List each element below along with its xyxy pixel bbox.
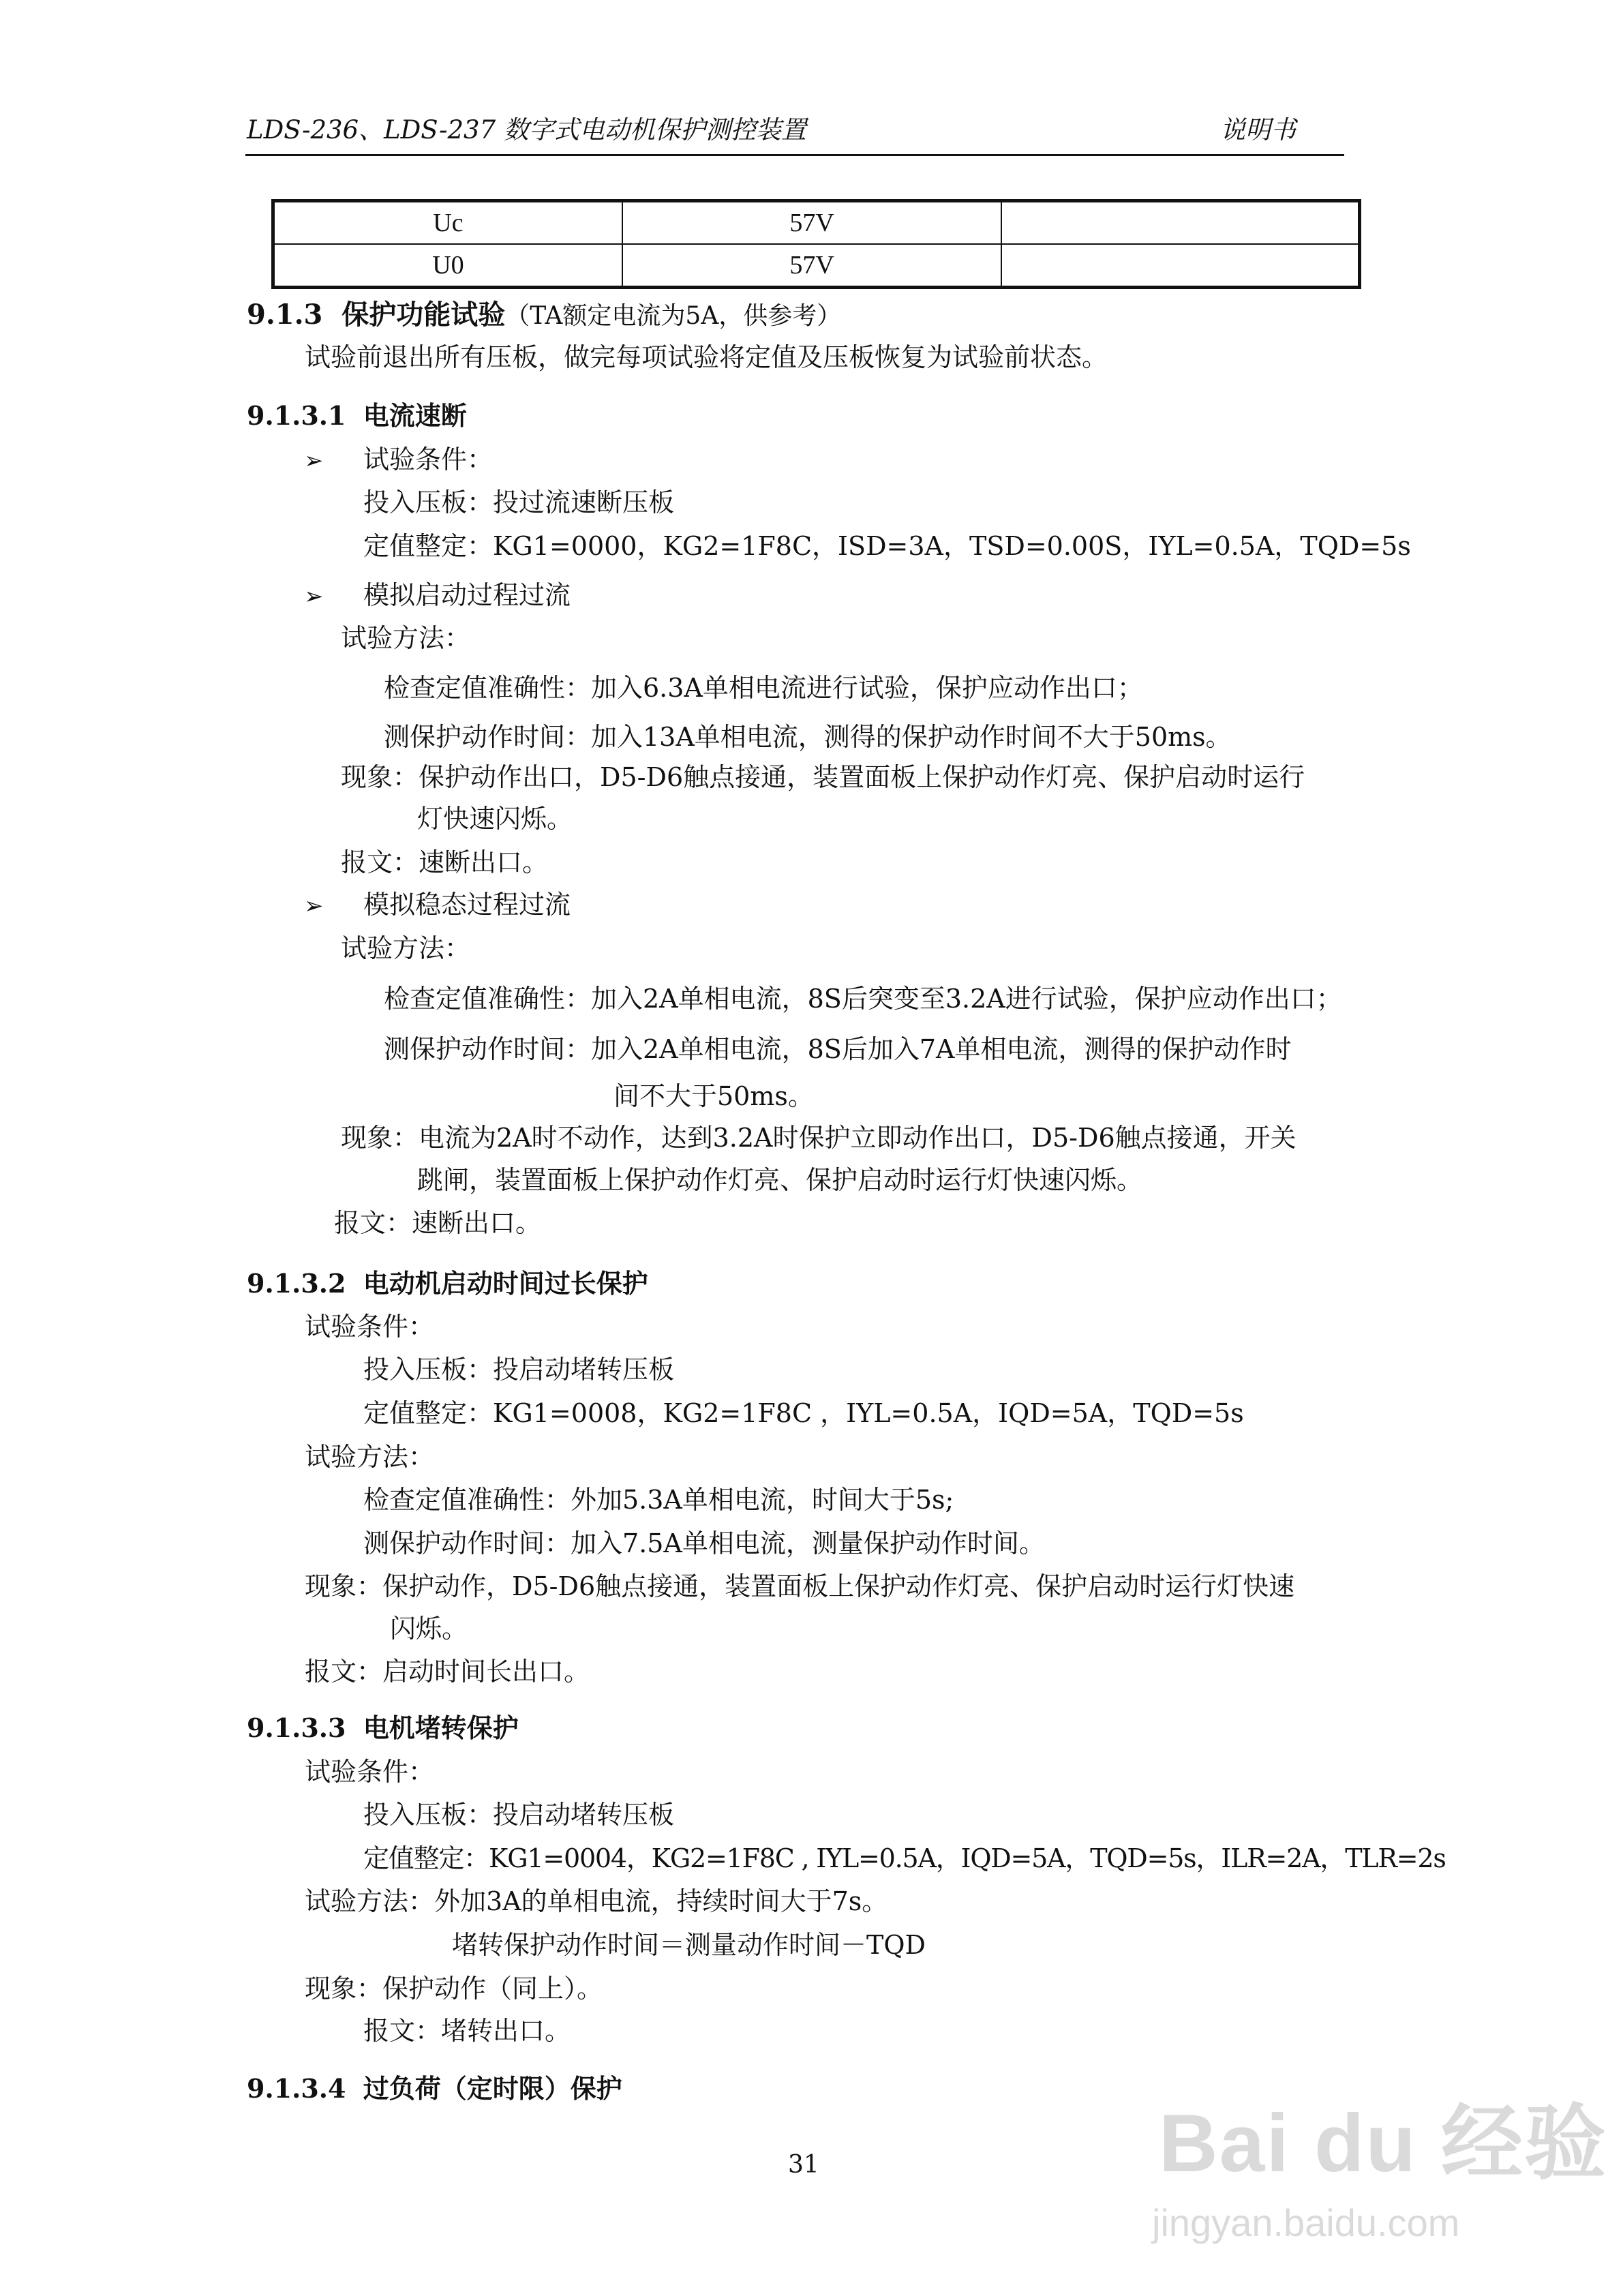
- s4-heading: [247, 2073, 622, 2104]
- s3-formula: 堵转保护动作时间＝测量动作时间－TQD: [452, 1930, 926, 1960]
- s2-setting: 定值整定：KG1=0008，KG2=1F8C ，IYL=0.5A，IQD=5A，TQD=5s: [363, 1398, 1244, 1428]
- page-number: 31: [788, 2151, 819, 2179]
- section-note: （TA额定电流为5A，供参考）: [505, 302, 842, 330]
- s1-sub2-title: 模拟稳态过程过流: [363, 890, 571, 920]
- s1-setting: 定值整定：KG1=0000，KG2=1F8C，ISD=3A，TSD=0.00S，IYL=0.5A，TQD=5s: [363, 531, 1411, 561]
- section-intro: 试验前退出所有压板，做完每项试验将定值及压板恢复为试验前状态。: [305, 342, 1108, 372]
- table-cell: [1001, 201, 1359, 245]
- table-cell: U0: [273, 244, 622, 288]
- header-title: LDS-236、LDS-237 数字式电动机保护测控装置: [247, 115, 806, 145]
- s3-number: 9.1.3.3: [247, 1712, 346, 1743]
- s2-check: 检查定值准确性：外加5.3A单相电流，时间大于5s;: [363, 1485, 954, 1515]
- s1-sub2-phen2: 跳闸，装置面板上保护动作灯亮、保护启动时运行灯快速闪烁。: [417, 1165, 1143, 1195]
- s3-plate: 投入压板：投启动堵转压板: [363, 1800, 675, 1830]
- s1-sub1-title: 模拟启动过程过流: [363, 580, 571, 610]
- table-cell: [1001, 244, 1359, 288]
- s1-sub1-phen1: 现象：保护动作出口，D5-D6触点接通，装置面板上保护动作灯亮、保护启动时运行: [341, 762, 1305, 792]
- bullet-arrow-icon: ➢: [304, 892, 324, 920]
- s1-sub1-report: 报文：速断出口。: [341, 847, 549, 877]
- s1-number: 9.1.3.1: [247, 400, 346, 431]
- s2-time: 测保护动作时间：加入7.5A单相电流，测量保护动作时间。: [363, 1528, 1045, 1558]
- s3-cond-label: 试验条件：: [305, 1757, 435, 1787]
- header-right: 说明书: [1220, 115, 1296, 145]
- s1-title: 电流速断: [363, 400, 467, 431]
- s2-phen2: 闪烁。: [390, 1614, 468, 1644]
- s3-report: 报文：堵转出口。: [363, 2016, 571, 2046]
- s3-setting: 定值整定：KG1=0004，KG2=1F8C , IYL=0.5A，IQD=5A，TQD=5s，ILR=2A，TLR=2s: [363, 1843, 1446, 1873]
- s1-sub1-check: 检查定值准确性：加入6.3A单相电流进行试验，保护应动作出口；: [384, 673, 1143, 703]
- watermark-brand: Bai du 经验: [1159, 2098, 1608, 2189]
- section-title: 保护功能试验: [342, 299, 506, 331]
- s1-plate: 投入压板：投过流速断压板: [363, 487, 675, 517]
- s2-number: 9.1.3.2: [247, 1268, 346, 1299]
- s1-sub1-time: 测保护动作时间：加入13A单相电流，测得的保护动作时间不大于50ms。: [384, 722, 1232, 752]
- watermark-url: jingyan.baidu.com: [1152, 2201, 1460, 2244]
- s4-title: 过负荷（定时限）保护: [363, 2073, 622, 2104]
- s1-sub2-method: 试验方法：: [341, 933, 471, 963]
- voltage-table: [271, 199, 1361, 289]
- s1-sub2-phen1: 现象：电流为2A时不动作，达到3.2A时保护立即动作出口，D5-D6触点接通，开关: [341, 1123, 1296, 1153]
- s1-cond-label: 试验条件：: [363, 444, 494, 474]
- table-row: [273, 244, 1360, 288]
- s2-method: 试验方法：: [305, 1442, 435, 1472]
- table-cell: 57V: [622, 244, 1001, 288]
- s3-method: 试验方法：外加3A的单相电流，持续时间大于7s。: [305, 1886, 888, 1916]
- s3-heading: [247, 1712, 519, 1743]
- s2-heading: [247, 1268, 648, 1299]
- s1-sub2-time1: 测保护动作时间：加入2A单相电流，8S后加入7A单相电流，测得的保护动作时: [384, 1034, 1292, 1064]
- s1-sub1-method: 试验方法：: [341, 623, 471, 653]
- bullet-arrow-icon: ➢: [304, 447, 324, 474]
- table-cell: 57V: [622, 201, 1001, 245]
- s2-title: 电动机启动时间过长保护: [363, 1268, 648, 1299]
- bullet-arrow-icon: ➢: [304, 583, 324, 610]
- s3-phen: 现象：保护动作（同上）。: [305, 1974, 603, 2004]
- s1-sub2-report: 报文：速断出口。: [334, 1208, 542, 1238]
- s2-cond-label: 试验条件：: [305, 1312, 435, 1342]
- section-number: 9.1.3: [247, 299, 323, 331]
- s3-title: 电机堵转保护: [363, 1712, 519, 1743]
- table-cell: Uc: [273, 201, 622, 245]
- s1-sub2-time2: 间不大于50ms。: [613, 1081, 814, 1111]
- s1-sub2-check: 检查定值准确性：加入2A单相电流，8S后突变至3.2A进行试验，保护应动作出口；: [384, 984, 1342, 1014]
- s2-plate: 投入压板：投启动堵转压板: [363, 1355, 675, 1385]
- s1-sub1-phen2: 灯快速闪烁。: [417, 804, 573, 834]
- header-rule: [245, 154, 1344, 156]
- s4-number: 9.1.3.4: [247, 2073, 346, 2104]
- s1-heading: [247, 400, 467, 431]
- s2-phen1: 现象：保护动作，D5-D6触点接通，装置面板上保护动作灯亮、保护启动时运行灯快速: [305, 1571, 1295, 1601]
- table-row: [273, 201, 1360, 245]
- s2-report: 报文：启动时间长出口。: [305, 1657, 590, 1687]
- section-heading: [247, 301, 841, 329]
